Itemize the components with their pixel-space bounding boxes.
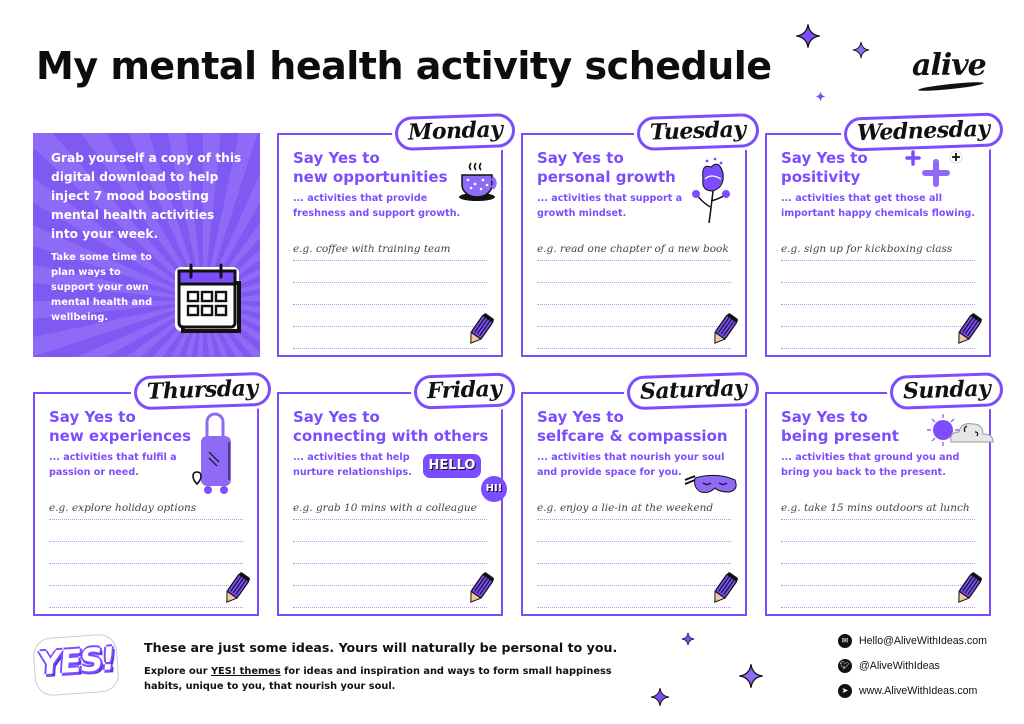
card-heading: Say Yes to connecting with others bbox=[293, 408, 489, 445]
day-label: Thursday bbox=[134, 372, 272, 411]
day-card-sunday bbox=[765, 375, 991, 616]
entry-line[interactable] bbox=[537, 305, 731, 327]
entry-line[interactable] bbox=[781, 564, 975, 586]
example-entry[interactable]: e.g. grab 10 mins with a colleague bbox=[293, 498, 487, 520]
sparkle-icon bbox=[795, 22, 821, 50]
card-heading: Say Yes to personal growth bbox=[537, 149, 676, 186]
card-description: ... activities that fulfil a passion or need. bbox=[49, 452, 177, 478]
contact-website[interactable]: ➤ www.AliveWithIdeas.com bbox=[838, 678, 987, 703]
plus-signs-icon bbox=[901, 149, 965, 193]
card-description: ... activities that get those all important happy chemicals flowing. bbox=[781, 193, 975, 219]
twitter-icon: 🐦︎ bbox=[838, 659, 852, 673]
day-card-saturday bbox=[521, 375, 747, 616]
entry-lines bbox=[49, 498, 243, 608]
example-entry[interactable]: e.g. explore holiday options bbox=[49, 498, 243, 520]
intro-sub: Take some time to plan ways to support your own mental health and wellbeing. bbox=[51, 252, 153, 323]
yes-themes-link[interactable]: YES! themes bbox=[210, 666, 281, 677]
hello-bubble: HELLO bbox=[423, 454, 481, 478]
entry-lines bbox=[781, 498, 975, 608]
entry-line[interactable] bbox=[293, 283, 487, 305]
entry-lines bbox=[293, 498, 487, 608]
entry-line[interactable] bbox=[781, 327, 975, 349]
card-heading: Say Yes to selfcare & compassion bbox=[537, 408, 728, 445]
entry-line[interactable] bbox=[293, 520, 487, 542]
entry-line[interactable] bbox=[781, 305, 975, 327]
suitcase-icon bbox=[191, 412, 237, 502]
intro-lead: Grab yourself a copy of this digital download to help inject 7 mood boosting mental health activities into your week. bbox=[51, 151, 242, 241]
coffee-cup-icon bbox=[457, 161, 501, 207]
email-icon: ✉ bbox=[838, 634, 852, 648]
example-entry[interactable]: e.g. enjoy a lie-in at the weekend bbox=[537, 498, 731, 520]
sparkle-icon bbox=[681, 632, 695, 646]
page-title: My mental health activity schedule bbox=[36, 44, 772, 88]
day-label: Friday bbox=[414, 372, 516, 409]
entry-line[interactable] bbox=[293, 327, 487, 349]
contact-email[interactable]: ✉ Hello@AliveWithIdeas.com bbox=[838, 628, 987, 653]
entry-line[interactable] bbox=[293, 542, 487, 564]
day-label: Tuesday bbox=[637, 113, 760, 151]
entry-line[interactable] bbox=[293, 564, 487, 586]
footer-body: Explore our YES! themes for ideas and inspiration and ways to form small happiness habits, unique to you, that nourish your soul. bbox=[144, 666, 612, 692]
example-entry[interactable]: e.g. read one chapter of a new book bbox=[537, 239, 731, 261]
day-label: Sunday bbox=[889, 372, 1003, 410]
entry-line[interactable] bbox=[781, 283, 975, 305]
entry-line[interactable] bbox=[49, 520, 243, 542]
entry-lines bbox=[293, 239, 487, 349]
pencil-icon bbox=[221, 572, 251, 610]
day-card-tuesday bbox=[521, 116, 747, 357]
day-label: Wednesday bbox=[844, 112, 1004, 152]
entry-lines bbox=[537, 498, 731, 608]
alive-logo: alive bbox=[912, 48, 986, 83]
entry-line[interactable] bbox=[781, 542, 975, 564]
card-heading: Say Yes to positivity bbox=[781, 149, 868, 186]
card-heading: Say Yes to new experiences bbox=[49, 408, 192, 445]
card-description: ... activities that provide freshness and support growth. bbox=[293, 193, 461, 219]
entry-line[interactable] bbox=[293, 305, 487, 327]
day-card-wednesday bbox=[765, 115, 991, 357]
entry-lines bbox=[537, 239, 731, 349]
entry-line[interactable] bbox=[537, 542, 731, 564]
entry-line[interactable] bbox=[537, 586, 731, 608]
sparkle-icon bbox=[815, 91, 826, 102]
entry-line[interactable] bbox=[537, 261, 731, 283]
entry-line[interactable] bbox=[293, 261, 487, 283]
entry-line[interactable] bbox=[537, 283, 731, 305]
entry-line[interactable] bbox=[537, 327, 731, 349]
example-entry[interactable]: e.g. take 15 mins outdoors at lunch bbox=[781, 498, 975, 520]
day-label: Saturday bbox=[626, 372, 759, 411]
sparkle-icon bbox=[852, 41, 870, 59]
pencil-icon bbox=[465, 572, 495, 610]
web-icon: ➤ bbox=[838, 684, 852, 698]
day-card-monday bbox=[277, 116, 503, 357]
card-heading: Say Yes to being present bbox=[781, 408, 899, 445]
card-description: ... activities that ground you and bring you back to the present. bbox=[781, 452, 960, 478]
entry-line[interactable] bbox=[781, 520, 975, 542]
calendar-icon bbox=[173, 261, 243, 339]
card-description: ... activities that help nurture relationships. bbox=[293, 452, 412, 478]
day-card-friday bbox=[277, 375, 503, 616]
entry-line[interactable] bbox=[781, 261, 975, 283]
sparkle-icon bbox=[738, 662, 764, 690]
pencil-icon bbox=[709, 313, 739, 351]
entry-line[interactable] bbox=[537, 520, 731, 542]
footer-headline: These are just some ideas. Yours will naturally be personal to you. bbox=[144, 640, 618, 655]
entry-line[interactable] bbox=[781, 586, 975, 608]
day-card-thursday bbox=[33, 375, 259, 616]
pencil-icon bbox=[709, 572, 739, 610]
entry-line[interactable] bbox=[49, 542, 243, 564]
card-heading: Say Yes to new opportunities bbox=[293, 149, 448, 186]
contact-list bbox=[838, 628, 987, 703]
yes-badge-text: YES! bbox=[37, 639, 115, 683]
entry-line[interactable] bbox=[537, 564, 731, 586]
yes-badge bbox=[34, 636, 118, 694]
card-description: ... activities that nourish your soul and provide space for you. bbox=[537, 452, 725, 478]
pencil-icon bbox=[953, 572, 983, 610]
hi-bubble: HI! bbox=[481, 476, 507, 502]
entry-line[interactable] bbox=[49, 564, 243, 586]
pencil-icon bbox=[953, 313, 983, 351]
example-entry[interactable]: e.g. sign up for kickboxing class bbox=[781, 239, 975, 261]
entry-line[interactable] bbox=[49, 586, 243, 608]
entry-lines bbox=[781, 239, 975, 349]
contact-twitter[interactable]: 🐦︎ @AliveWithIdeas bbox=[839, 659, 940, 672]
example-entry[interactable]: e.g. coffee with training team bbox=[293, 239, 487, 261]
pencil-icon bbox=[465, 313, 495, 351]
day-label: Monday bbox=[394, 113, 516, 151]
sleep-mask-icon bbox=[683, 472, 739, 500]
card-description: ... activities that support a growth mindset. bbox=[537, 193, 683, 219]
flower-icon bbox=[689, 157, 733, 231]
intro-panel bbox=[33, 133, 260, 357]
entry-line[interactable] bbox=[293, 586, 487, 608]
sparkle-icon bbox=[650, 687, 670, 707]
sun-cloud-icon bbox=[921, 412, 997, 456]
